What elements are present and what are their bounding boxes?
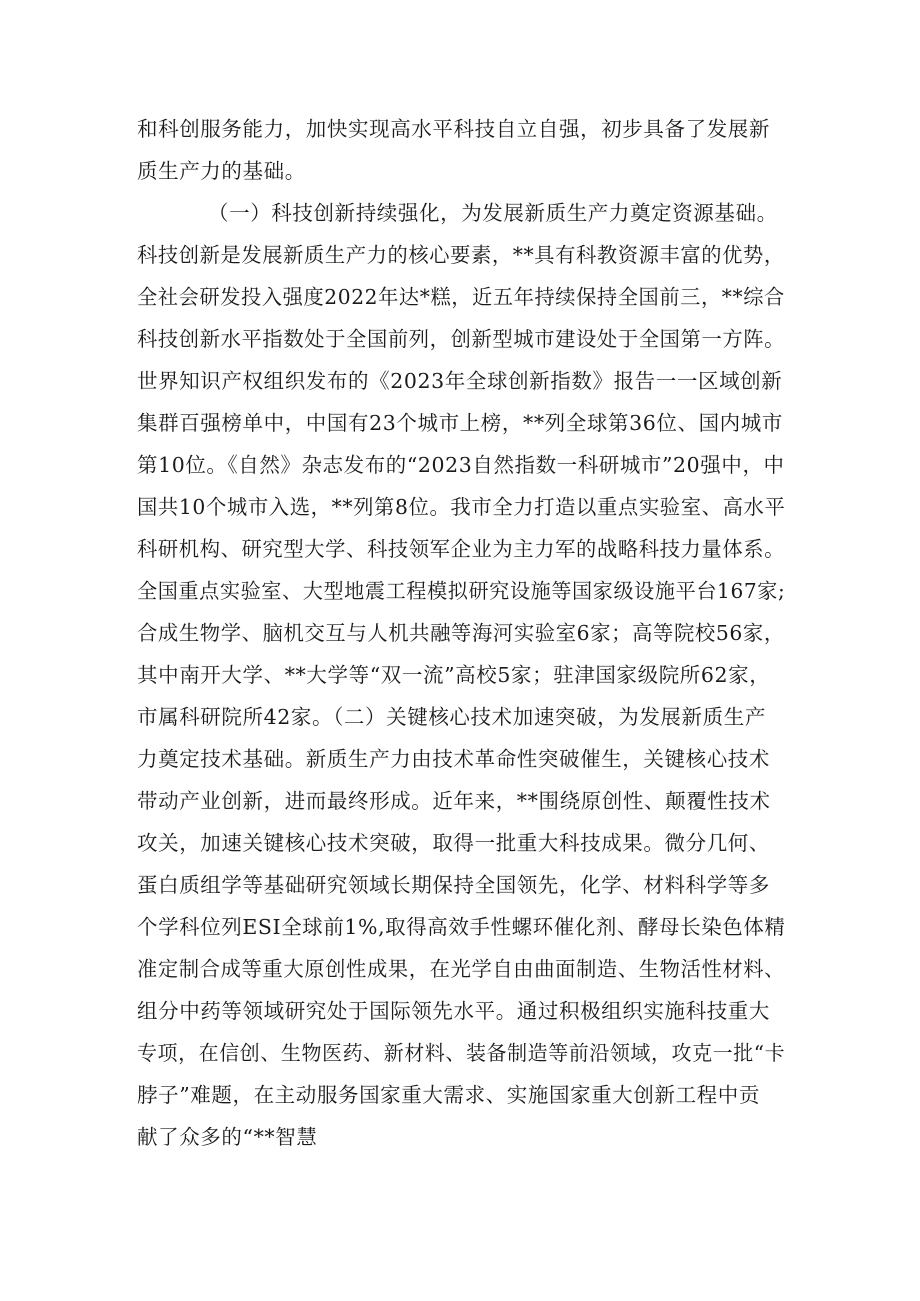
text-line-6: 科技创新水平指数处于全国前列，创新型城市建设处于全国第一方阵。 bbox=[137, 327, 786, 351]
text-line-21: 准定制合成等重大原创性成果，在光学自由曲面制造、生物活性材料、 bbox=[137, 957, 786, 981]
section-heading-1: （一）科技创新持续强化，为发展新质生产力奠定资源基础。 bbox=[208, 201, 778, 225]
text-line-12: 全国重点实验室、大型地震工程模拟研究设施等国家级设施平台167家; bbox=[137, 579, 786, 603]
text-line-1: 和科创服务能力，加快实现高水平科技自立自强，初步具备了发展新 bbox=[137, 117, 770, 141]
text-line-24: 脖子”难题，在主动服务国家重大需求、实施国家重大创新工程中贡 bbox=[137, 1083, 760, 1107]
text-line-10: 国共10个城市入选，**列第8位。我市全力打造以重点实验室、高水平 bbox=[137, 495, 786, 519]
text-line-19: 蛋白质组学等基础研究领域长期保持全国领先，化学、材料科学等多 bbox=[137, 873, 770, 897]
text-line-5: 全社会研发投入强度2022年达*糕，近五年持续保持全国前三，**综合 bbox=[137, 285, 785, 309]
text-line-22: 组分中药等领域研究处于国际领先水平。通过积极组织实施科技重大 bbox=[137, 999, 770, 1023]
text-line-9: 第10位。《自然》杂志发布的“2023自然指数一科研城市”20强中，中 bbox=[137, 453, 785, 477]
text-line-8: 集群百强榜单中，中国有23个城市上榜，**列全球第36位、国内城市 bbox=[137, 411, 783, 435]
text-line-18: 攻关，加速关键核心技术突破，取得一批重大科技成果。微分几何、 bbox=[137, 831, 770, 855]
text-line-13: 合成生物学、脑机交互与人机共融等海河实验室6家；高等院校56家， bbox=[137, 621, 785, 645]
text-line-25: 献了众多的“**智慧 bbox=[137, 1125, 318, 1149]
text-line-14: 其中南开大学、**大学等“双一流”高校5家；驻津国家级院所62家， bbox=[137, 663, 771, 687]
text-line-11: 科研机构、研究型大学、科技领军企业为主力军的战略科技力量体系。 bbox=[137, 537, 786, 561]
text-line-16: 力奠定技术基础。新质生产力由技术革命性突破催生，关键核心技术 bbox=[137, 747, 770, 771]
text-line-7: 世界知识产权组织发布的《2023年全球创新指数》报告一一区域创新 bbox=[137, 369, 783, 393]
text-line-4: 科技创新是发展新质生产力的核心要素，**具有科教资源丰富的优势， bbox=[137, 243, 785, 267]
text-line-17: 带动产业创新，进而最终形成。近年来，**围绕原创性、颠覆性技术 bbox=[137, 789, 771, 813]
text-line-15: 市属科研院所42家。（二）关键核心技术加速突破，为发展新质生产 bbox=[137, 705, 766, 729]
text-line-20: 个学科位列ESI全球前1%,取得高效手性螺环催化剂、酵母长染色体精 bbox=[137, 915, 786, 939]
text-line-2: 质生产力的基础。 bbox=[137, 159, 306, 183]
text-line-23: 专项，在信创、生物医药、新材料、装备制造等前沿领域，攻克一批“卡 bbox=[137, 1041, 786, 1065]
